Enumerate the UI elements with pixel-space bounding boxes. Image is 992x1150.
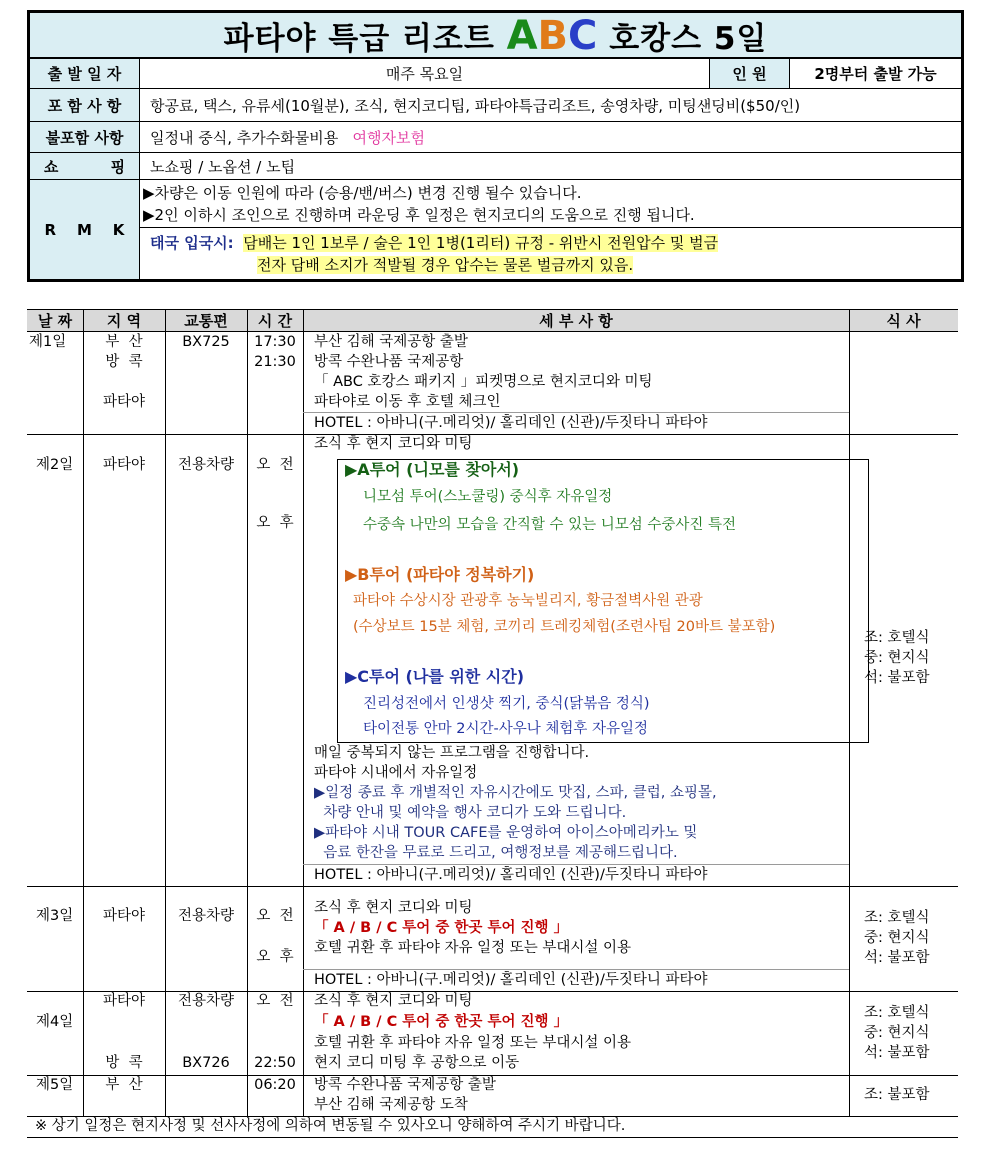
included-row [30, 89, 961, 122]
title-letter-c: C [568, 13, 598, 59]
excluded-insurance: 여행자보험 [352, 128, 425, 147]
departure-row [30, 59, 961, 89]
day2-note-2: 차량 안내 및 예약을 행사 코디가 도와 드립니다. [314, 805, 627, 821]
shopping-row [30, 153, 961, 180]
day3-line-1: 조식 후 현지 코디와 미팅 [314, 900, 473, 916]
header-transport: 교통편 [184, 312, 228, 330]
excluded-label: 불포함 사항 [30, 122, 140, 152]
day4-meal-lunch: 중: 현지식 [864, 1025, 930, 1041]
tour-b-title: ▶B투어 (파타야 정복하기) [345, 565, 535, 584]
excluded-value-cell [140, 122, 425, 152]
day4-time-2: 22:50 [254, 1055, 296, 1071]
day5-time: 06:20 [254, 1077, 296, 1093]
header-meal: 식 사 [886, 312, 921, 330]
day4-flight: BX726 [182, 1055, 230, 1071]
header-region: 지 역 [106, 312, 142, 330]
day4-time-1: 오 전 [256, 993, 294, 1009]
day3-line-2: 「 A / B / C 투어 중 한곳 투어 진행 」 [314, 920, 569, 936]
day1-time-1: 17:30 [254, 334, 296, 350]
day3-meal-dinner: 석: 불포함 [864, 950, 930, 966]
entry-line-1: 담배는 1인 1보루 / 술은 1인 1병(1리터) 규정 - 위반시 전원압수 및 벌금 [243, 234, 719, 252]
day3-transport: 전용차량 [177, 908, 235, 924]
day2-after-2: 파타야 시내에서 자유일정 [314, 765, 478, 781]
entry-line-2: 전자 담배 소지가 적발될 경우 압수는 물론 벌금까지 있음. [257, 256, 634, 274]
tour-a-line-1: 니모섬 투어(스노쿨링) 중식후 자유일정 [363, 489, 613, 505]
day2-meal-breakfast: 조: 호텔식 [864, 630, 930, 646]
people-value: 2명부터 출발 가능 [814, 65, 937, 83]
day2-meal-lunch: 중: 현지식 [864, 650, 930, 666]
day3-label: 제3일 [36, 908, 74, 924]
day3-time-1: 오 전 [256, 908, 294, 924]
rmk-label: R M K [30, 180, 140, 279]
title-suffix: 호캉스 5일 [597, 21, 768, 57]
day5-region: 부 산 [105, 1077, 143, 1093]
day1-flight: BX725 [182, 334, 230, 350]
day2-label: 제2일 [36, 457, 74, 473]
rmk-notes [140, 180, 961, 228]
day1-region-1: 부 산 [105, 334, 143, 350]
summary-box [27, 10, 964, 282]
day4-line-3: 호텔 귀환 후 파타야 자유 일정 또는 부대시설 이용 [314, 1035, 632, 1051]
header-day: 날 짜 [37, 312, 73, 330]
day2-time-1: 오 전 [256, 457, 294, 473]
day2-note-4: 음료 한잔을 무료로 드리고, 여행정보를 제공해드립니다. [314, 845, 678, 861]
day4-meal-breakfast: 조: 호텔식 [864, 1005, 930, 1021]
day2-time-2: 오 후 [256, 515, 294, 531]
tour-a-title: ▶A투어 (니모를 찾아서) [345, 460, 520, 479]
day1-line-4: 파타야로 이동 후 호텔 체크인 [314, 394, 501, 410]
day3-region: 파타야 [102, 908, 146, 924]
excluded-value: 일정내 중식, 추가수화물비용 [150, 128, 339, 147]
shopping-value: 노쇼핑 / 노옵션 / 노팁 [150, 157, 296, 176]
day3-meal-lunch: 중: 현지식 [864, 930, 930, 946]
title-letter-b: B [537, 13, 569, 59]
day1-region-2: 방 콕 [105, 354, 143, 370]
title-letter-a: A [506, 13, 538, 59]
header-detail: 세 부 사 항 [539, 312, 613, 330]
day1-line-3: 「 ABC 호캉스 패키지 」피켓명으로 현지코디와 미팅 [314, 374, 653, 390]
rmk-line-1: ▶차량은 이동 인원에 따라 (승용/밴/버스) 변경 진행 될수 있습니다. [143, 184, 582, 202]
day2-note-3: ▶파타야 시내 TOUR CAFE를 운영하여 아이스아메리카노 및 [314, 825, 698, 841]
included-value: 항공료, 택스, 유류세(10월분), 조식, 현지코디팁, 파타야특급리조트, 송영차량, 미팅샌딩비($50/인) [150, 96, 801, 115]
tour-a-line-2: 수중속 나만의 모습을 간직할 수 있는 니모섬 수중사진 특전 [363, 517, 737, 533]
day1-label: 제1일 [29, 334, 67, 350]
day2-intro: 조식 후 현지 코디와 미팅 [314, 436, 473, 452]
day4-transport: 전용차량 [177, 993, 235, 1009]
row-divider [27, 434, 958, 435]
rmk-row [30, 180, 961, 279]
entry-label: 태국 입국시: [150, 234, 234, 252]
day4-line-2: 「 A / B / C 투어 중 한곳 투어 진행 」 [314, 1014, 569, 1030]
day1-line-2: 방콕 수완나품 국제공항 [314, 354, 464, 370]
tour-b-line-1: 파타야 수상시장 관광후 농눅빌리지, 황금절벽사원 관광 [353, 593, 703, 609]
day3-meal-breakfast: 조: 호텔식 [864, 910, 930, 926]
people-label: 인 원 [710, 59, 790, 88]
day3-line-3: 호텔 귀환 후 파타야 자유 일정 또는 부대시설 이용 [314, 940, 632, 956]
day5-line-1: 방콕 수완나품 국제공항 출발 [314, 1077, 496, 1093]
day4-region-1: 파타야 [102, 993, 146, 1009]
tour-c-line-1: 진리성전에서 인생샷 찍기, 중식(닭볶음 정식) [363, 696, 650, 712]
included-label: 포 함 사 항 [30, 89, 140, 121]
day2-note-1: ▶일정 종료 후 개별적인 자유시간에도 맛집, 스파, 클럽, 쇼핑몰, [314, 785, 717, 801]
day2-hotel: HOTEL : 아바니(구.메리엇)/ 홀리데인 (신관)/두짓타니 파타야 [314, 867, 708, 883]
col-divider [303, 310, 304, 1116]
day5-label: 제5일 [36, 1077, 74, 1093]
day2-region: 파타야 [102, 457, 146, 473]
day4-line-4: 현지 코디 미팅 후 공항으로 이동 [314, 1055, 520, 1071]
day2-transport: 전용차량 [177, 457, 235, 473]
tour-c-title: ▶C투어 (나를 위한 시간) [345, 667, 525, 686]
header-time: 시 간 [257, 312, 293, 330]
day5-line-2: 부산 김해 국제공항 도착 [314, 1097, 468, 1113]
shopping-label: 쇼 핑 [30, 153, 140, 179]
page-title [30, 13, 961, 59]
departure-label: 출 발 일 자 [30, 59, 140, 88]
tour-c-line-2: 타이전통 안마 2시간-사우나 체험후 자유일정 [363, 721, 649, 737]
day2-meal-dinner: 석: 불포함 [864, 670, 930, 686]
excluded-row [30, 122, 961, 153]
day5-meal: 조: 불포함 [864, 1087, 930, 1103]
footer-note: ※ 상기 일정은 현지사정 및 선사사정에 의하여 변동될 수 있사오니 양해하여 주시기 바랍니다. [35, 1118, 626, 1134]
departure-value: 매주 목요일 [140, 59, 710, 88]
day4-label: 제4일 [36, 1014, 74, 1030]
day4-line-1: 조식 후 현지 코디와 미팅 [314, 993, 473, 1009]
entry-notice [140, 228, 961, 279]
day1-line-1: 부산 김해 국제공항 출발 [314, 334, 468, 350]
day3-time-2: 오 후 [256, 949, 294, 965]
schedule-table [27, 309, 958, 1138]
title-prefix: 파타야 특급 리조트 [223, 21, 507, 57]
day2-after-1: 매일 중복되지 않는 프로그램을 진행합니다. [314, 745, 590, 761]
day4-meal-dinner: 석: 불포함 [864, 1045, 930, 1061]
day1-region-3: 파타야 [102, 394, 146, 410]
rmk-line-2: ▶2인 이하시 조인으로 진행하며 라운딩 후 일정은 현지코디의 도움으로 진행 됩니다. [143, 206, 695, 224]
day4-region-2: 방 콕 [105, 1055, 143, 1071]
day1-time-2: 21:30 [254, 354, 296, 370]
row-divider [27, 886, 958, 887]
day3-hotel: HOTEL : 아바니(구.메리엇)/ 홀리데인 (신관)/두짓타니 파타야 [314, 972, 708, 988]
day1-hotel: HOTEL : 아바니(구.메리엇)/ 홀리데인 (신관)/두짓타니 파타야 [314, 415, 708, 431]
tour-b-line-2: (수상보트 15분 체험, 코끼리 트레킹체험(조련사팁 20바트 불포함) [353, 619, 776, 635]
